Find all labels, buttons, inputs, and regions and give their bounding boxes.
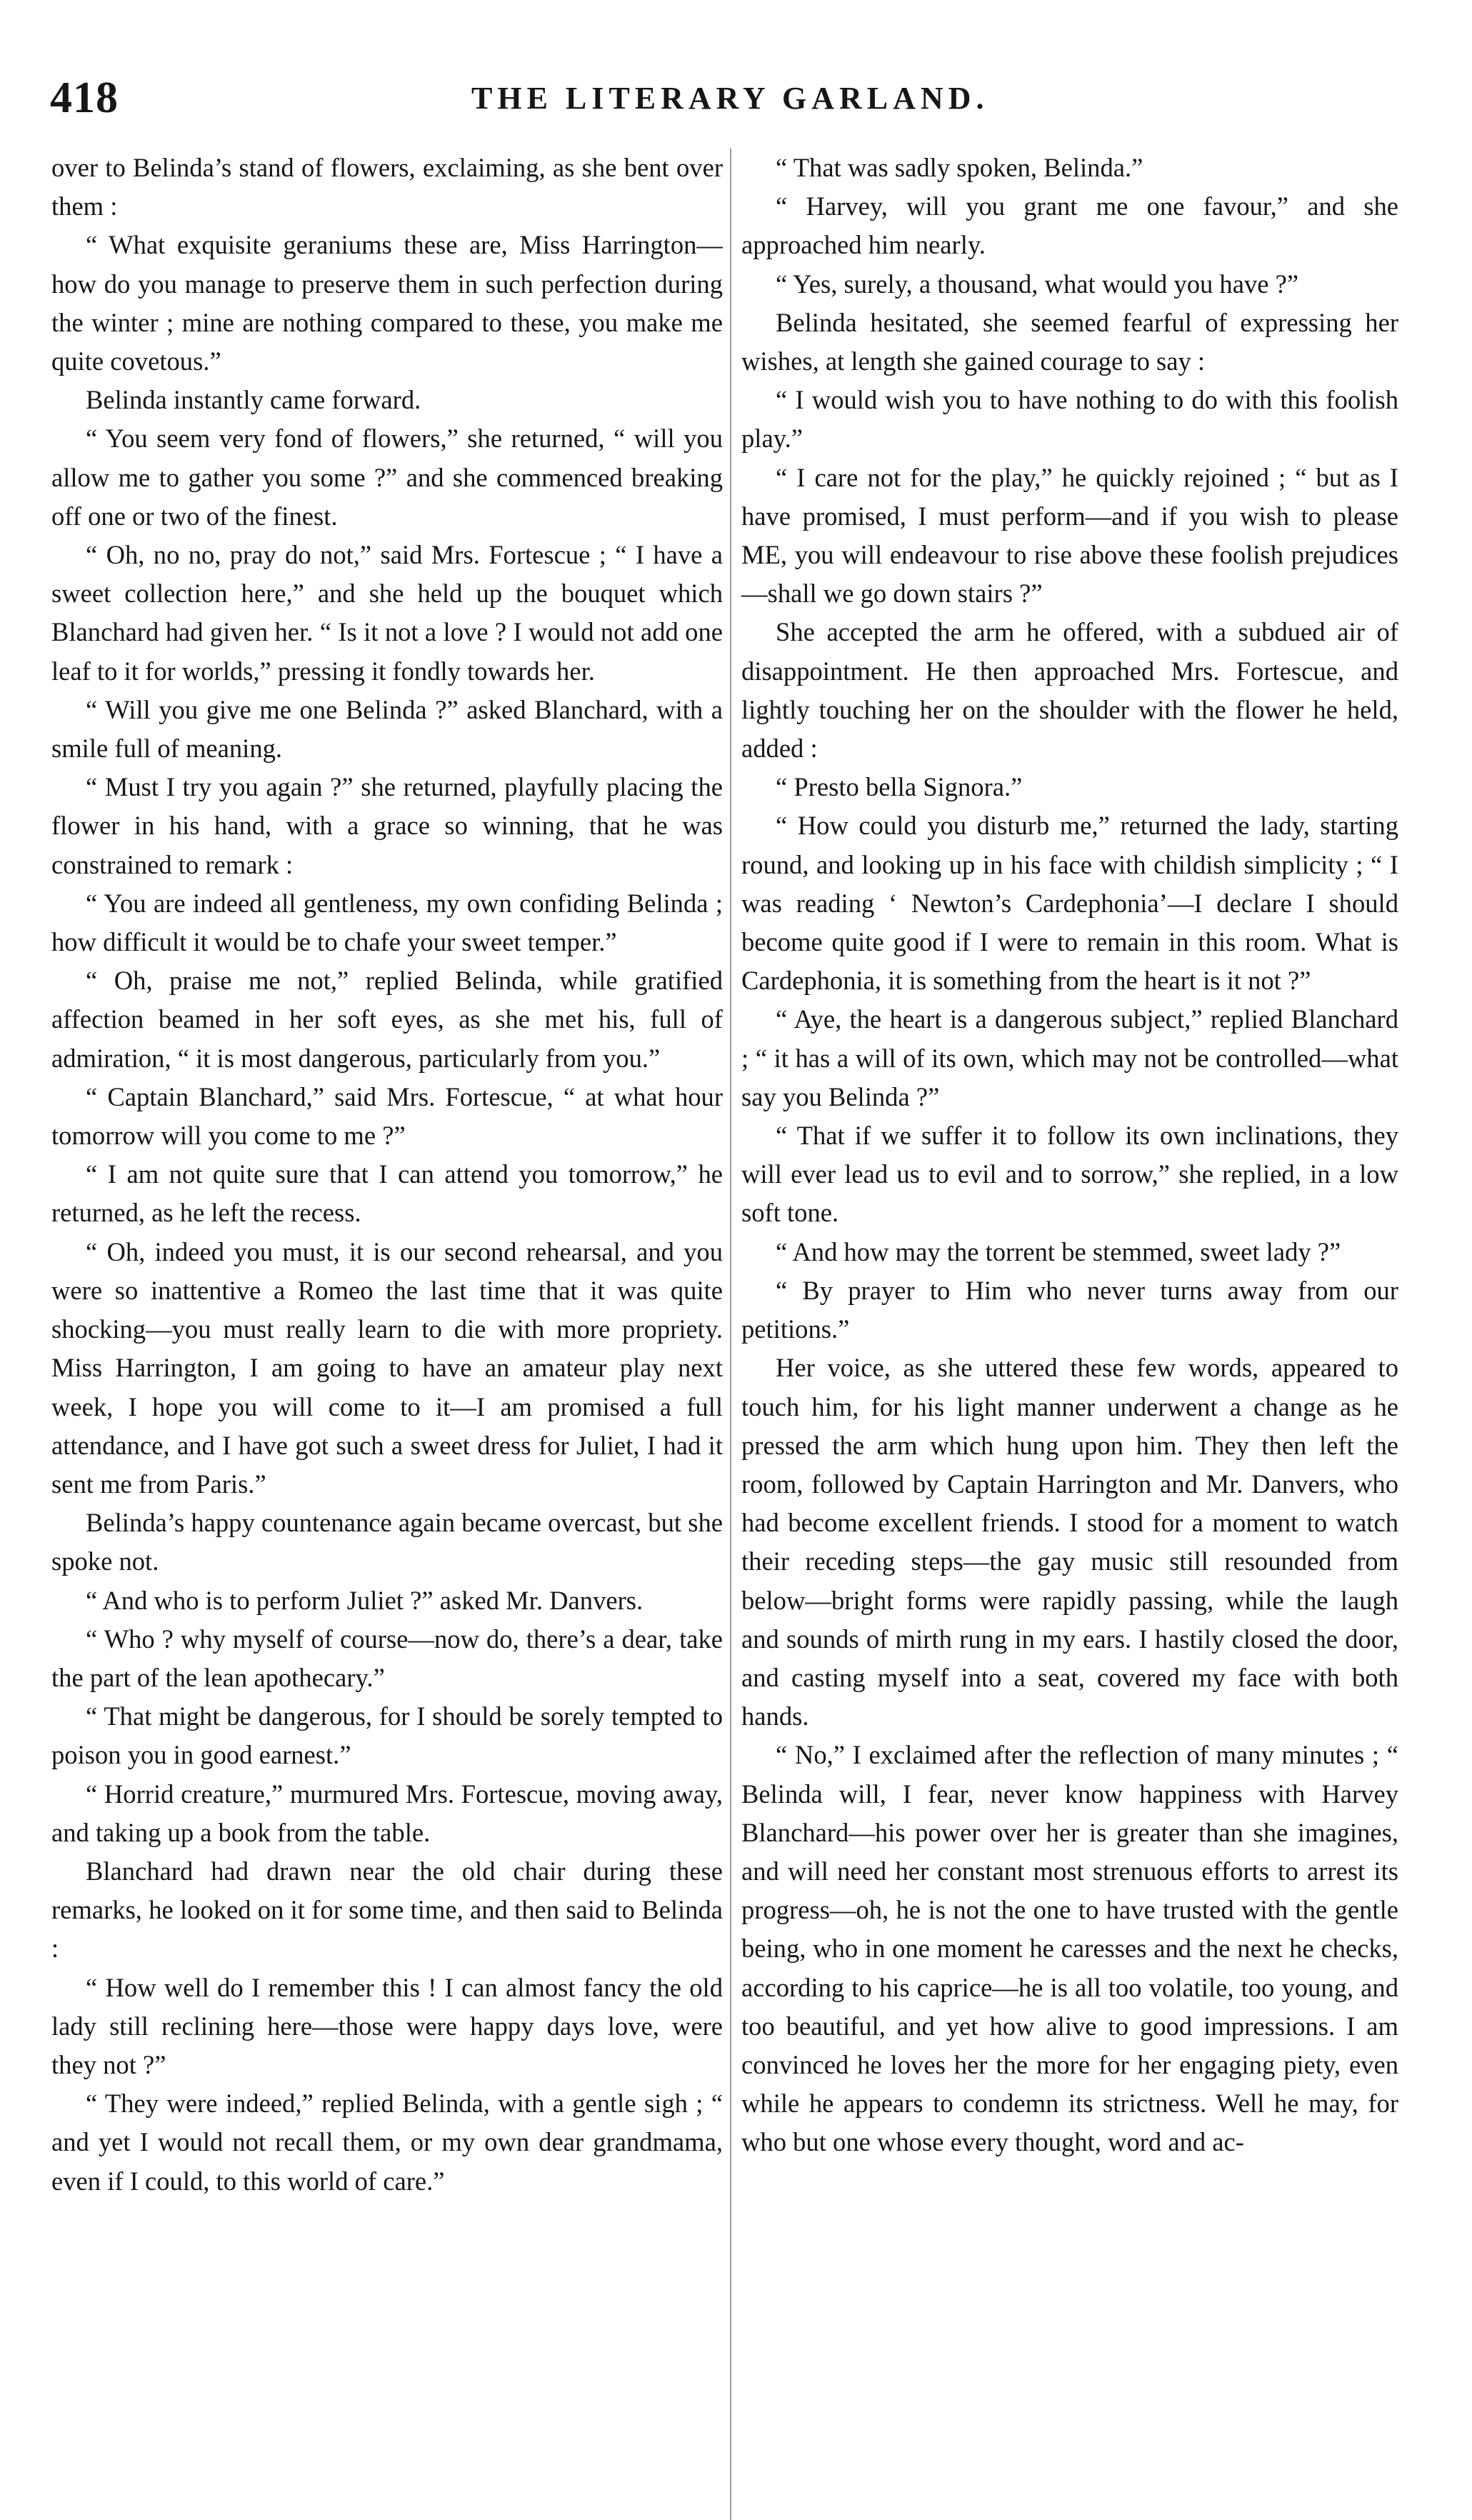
paragraph: Blanchard had drawn near the old chair during these remarks, he looked on it for some time, and then said to Belinda : <box>51 1856 723 1964</box>
paragraph: “ They were indeed,” replied Belinda, with a gentle sigh ; “ and yet I would not recall them, or my own dear grandmama, even if I could, to this world of care.” <box>51 2089 723 2196</box>
paragraph: “ Harvey, will you grant me one favour,” and she approached him nearly. <box>741 191 1398 260</box>
paragraph: “ How well do I remember this ! I can almost fancy the old lady still reclining here—those were happy days love, were they not ?” <box>51 1972 723 2079</box>
paragraph: “ You seem very fond of flowers,” she returned, “ will you allow me to gather you some ?” and she commenced breaking off one or two of the finest. <box>51 424 723 531</box>
paragraph: “ By prayer to Him who never turns away from our petitions.” <box>741 1275 1398 1344</box>
right-column <box>741 149 1398 2162</box>
paragraph: “ That if we suffer it to follow its own inclinations, they will ever lead us to evil and to sorrow,” she replied, in a low soft tone. <box>741 1121 1398 1228</box>
paragraph: “ And how may the torrent be stemmed, sweet lady ?” <box>776 1236 1341 1266</box>
paragraph: Belinda hesitated, she seemed fearful of expressing her wishes, at length she gained courage to say : <box>741 307 1398 376</box>
paragraph: “ Aye, the heart is a dangerous subject,” replied Blanchard ; “ it has a will of its own, which may not be controlled—what say you Belinda ?” <box>741 1004 1398 1111</box>
paragraph: “ Oh, indeed you must, it is our second rehearsal, and you were so inattentive a Romeo the last time that it was quite shocking—you must really learn to die with more propriety. Miss Harrington, I am going to have an amateur play next week, I hope you will come to it—I am promised a full attendance, and I have got such a sweet dress for Juliet, I had it sent me from Paris.” <box>51 1236 723 1499</box>
paragraph: “ Presto bella Signora.” <box>776 772 1023 802</box>
paragraph: “ I would wish you to have nothing to do with this foolish play.” <box>741 385 1398 454</box>
paragraph: “ Oh, praise me not,” replied Belinda, while gratified affection beamed in her soft eyes, as she met his, full of admiration, “ it is most dangerous, particularly from you.” <box>51 966 723 1073</box>
paragraph: “ You are indeed all gentleness, my own confiding Belinda ; how difficult it would be to chafe your sweet temper.” <box>51 888 723 957</box>
book-page <box>43 64 1428 2486</box>
paragraph: “ I care not for the play,” he quickly rejoined ; “ but as I have promised, I must perform—and if you wish to please ME, you will endeavour to rise above these foolish prejudices—shall we go down stairs ?” <box>741 462 1398 609</box>
paragraph: “ I am not quite sure that I can attend you tomorrow,” he returned, as he left the recess. <box>51 1159 723 1228</box>
paragraph: Her voice, as she uttered these few words, appeared to touch him, for his light manner underwent a change as he pressed the arm which hung upon him. They then left the room, followed by Captain Harrington and Mr. Danvers, who had become excellent friends. I stood for a moment to watch their receding steps—the gay music still resounded from below—bright forms were rapidly passing, while the laugh and sounds of mirth rung in my ears. I hastily closed the door, and casting myself into a seat, covered my face with both hands. <box>741 1353 1398 1731</box>
paragraph: “ Yes, surely, a thousand, what would you have ?” <box>776 269 1299 299</box>
paragraph: Belinda instantly came forward. <box>86 385 421 415</box>
paragraph: “ Captain Blanchard,” said Mrs. Fortescue, “ at what hour tomorrow will you come to me ?” <box>51 1081 723 1151</box>
paragraph: “ And who is to perform Juliet ?” asked Mr. Danvers. <box>86 1585 644 1615</box>
paragraph: “ Who ? why myself of course—now do, there’s a dear, take the part of the lean apothecary.” <box>51 1624 723 1692</box>
paragraph: “ Horrid creature,” murmured Mrs. Fortescue, moving away, and taking up a book from the table. <box>51 1779 723 1847</box>
paragraph: “ That was sadly spoken, Belinda.” <box>776 153 1143 182</box>
paragraph: “ That might be dangerous, for I should be sorely tempted to poison you in good earnest.” <box>51 1701 723 1770</box>
paragraph: Belinda’s happy countenance again became overcast, but she spoke not. <box>51 1508 723 1576</box>
paragraph: “ Oh, no no, pray do not,” said Mrs. Fortescue ; “ I have a sweet collection here,” and she held up the bouquet which Blanchard had given her. “ Is it not a love ? I would not add one leaf to it for worlds,” pressing it fondly towards her. <box>51 540 723 686</box>
paragraph: “ What exquisite geraniums these are, Miss Harrington—how do you manage to preserve them in such perfection during the winter ; mine are nothing compared to these, you make me quite covetous.” <box>51 230 723 376</box>
left-column <box>51 149 723 2201</box>
running-head <box>50 73 1407 137</box>
page-number: 418 <box>50 74 119 122</box>
paragraph: “ How could you disturb me,” returned the lady, starting round, and looking up in his face with childish simplicity ; “ I was reading ‘ Newton’s Cardephonia’—I declare I should become quite good if I were to remain in this room. What is Cardephonia, it is something from the heart is it not ?” <box>741 811 1398 996</box>
journal-title: THE LITERARY GARLAND. <box>471 81 989 116</box>
paragraph: over to Belinda’s stand of flowers, exclaiming, as she bent over them : <box>51 153 723 221</box>
paragraph: “ Must I try you again ?” she returned, playfully placing the flower in his hand, with a grace so winning, that he was constrained to remark : <box>51 772 723 879</box>
paragraph: “ Will you give me one Belinda ?” asked Blanchard, with a smile full of meaning. <box>51 694 723 764</box>
paragraph: She accepted the arm he offered, with a subdued air of disappointment. He then approached Mrs. Fortescue, and lightly touching her on the shoulder with the flower he held, added : <box>741 617 1398 764</box>
paragraph: “ No,” I exclaimed after the reflection of many minutes ; “ Belinda will, I fear, never know happiness with Harvey Blanchard—his power over her is greater than she imagines, and will need her constant most strenuous efforts to arrest its progress—oh, he is not the one to have trusted with the gentle being, who in one moment he caresses and the next he checks, according to his caprice—he is all too volatile, too young, and too beautiful, and yet how alive to good impressions. I am convinced he loves her the more for her engaging piety, even while he appears to condemn its strictness. Well he may, for who but one whose every thought, word and ac- <box>741 1740 1398 2157</box>
column-divider <box>730 149 731 2520</box>
